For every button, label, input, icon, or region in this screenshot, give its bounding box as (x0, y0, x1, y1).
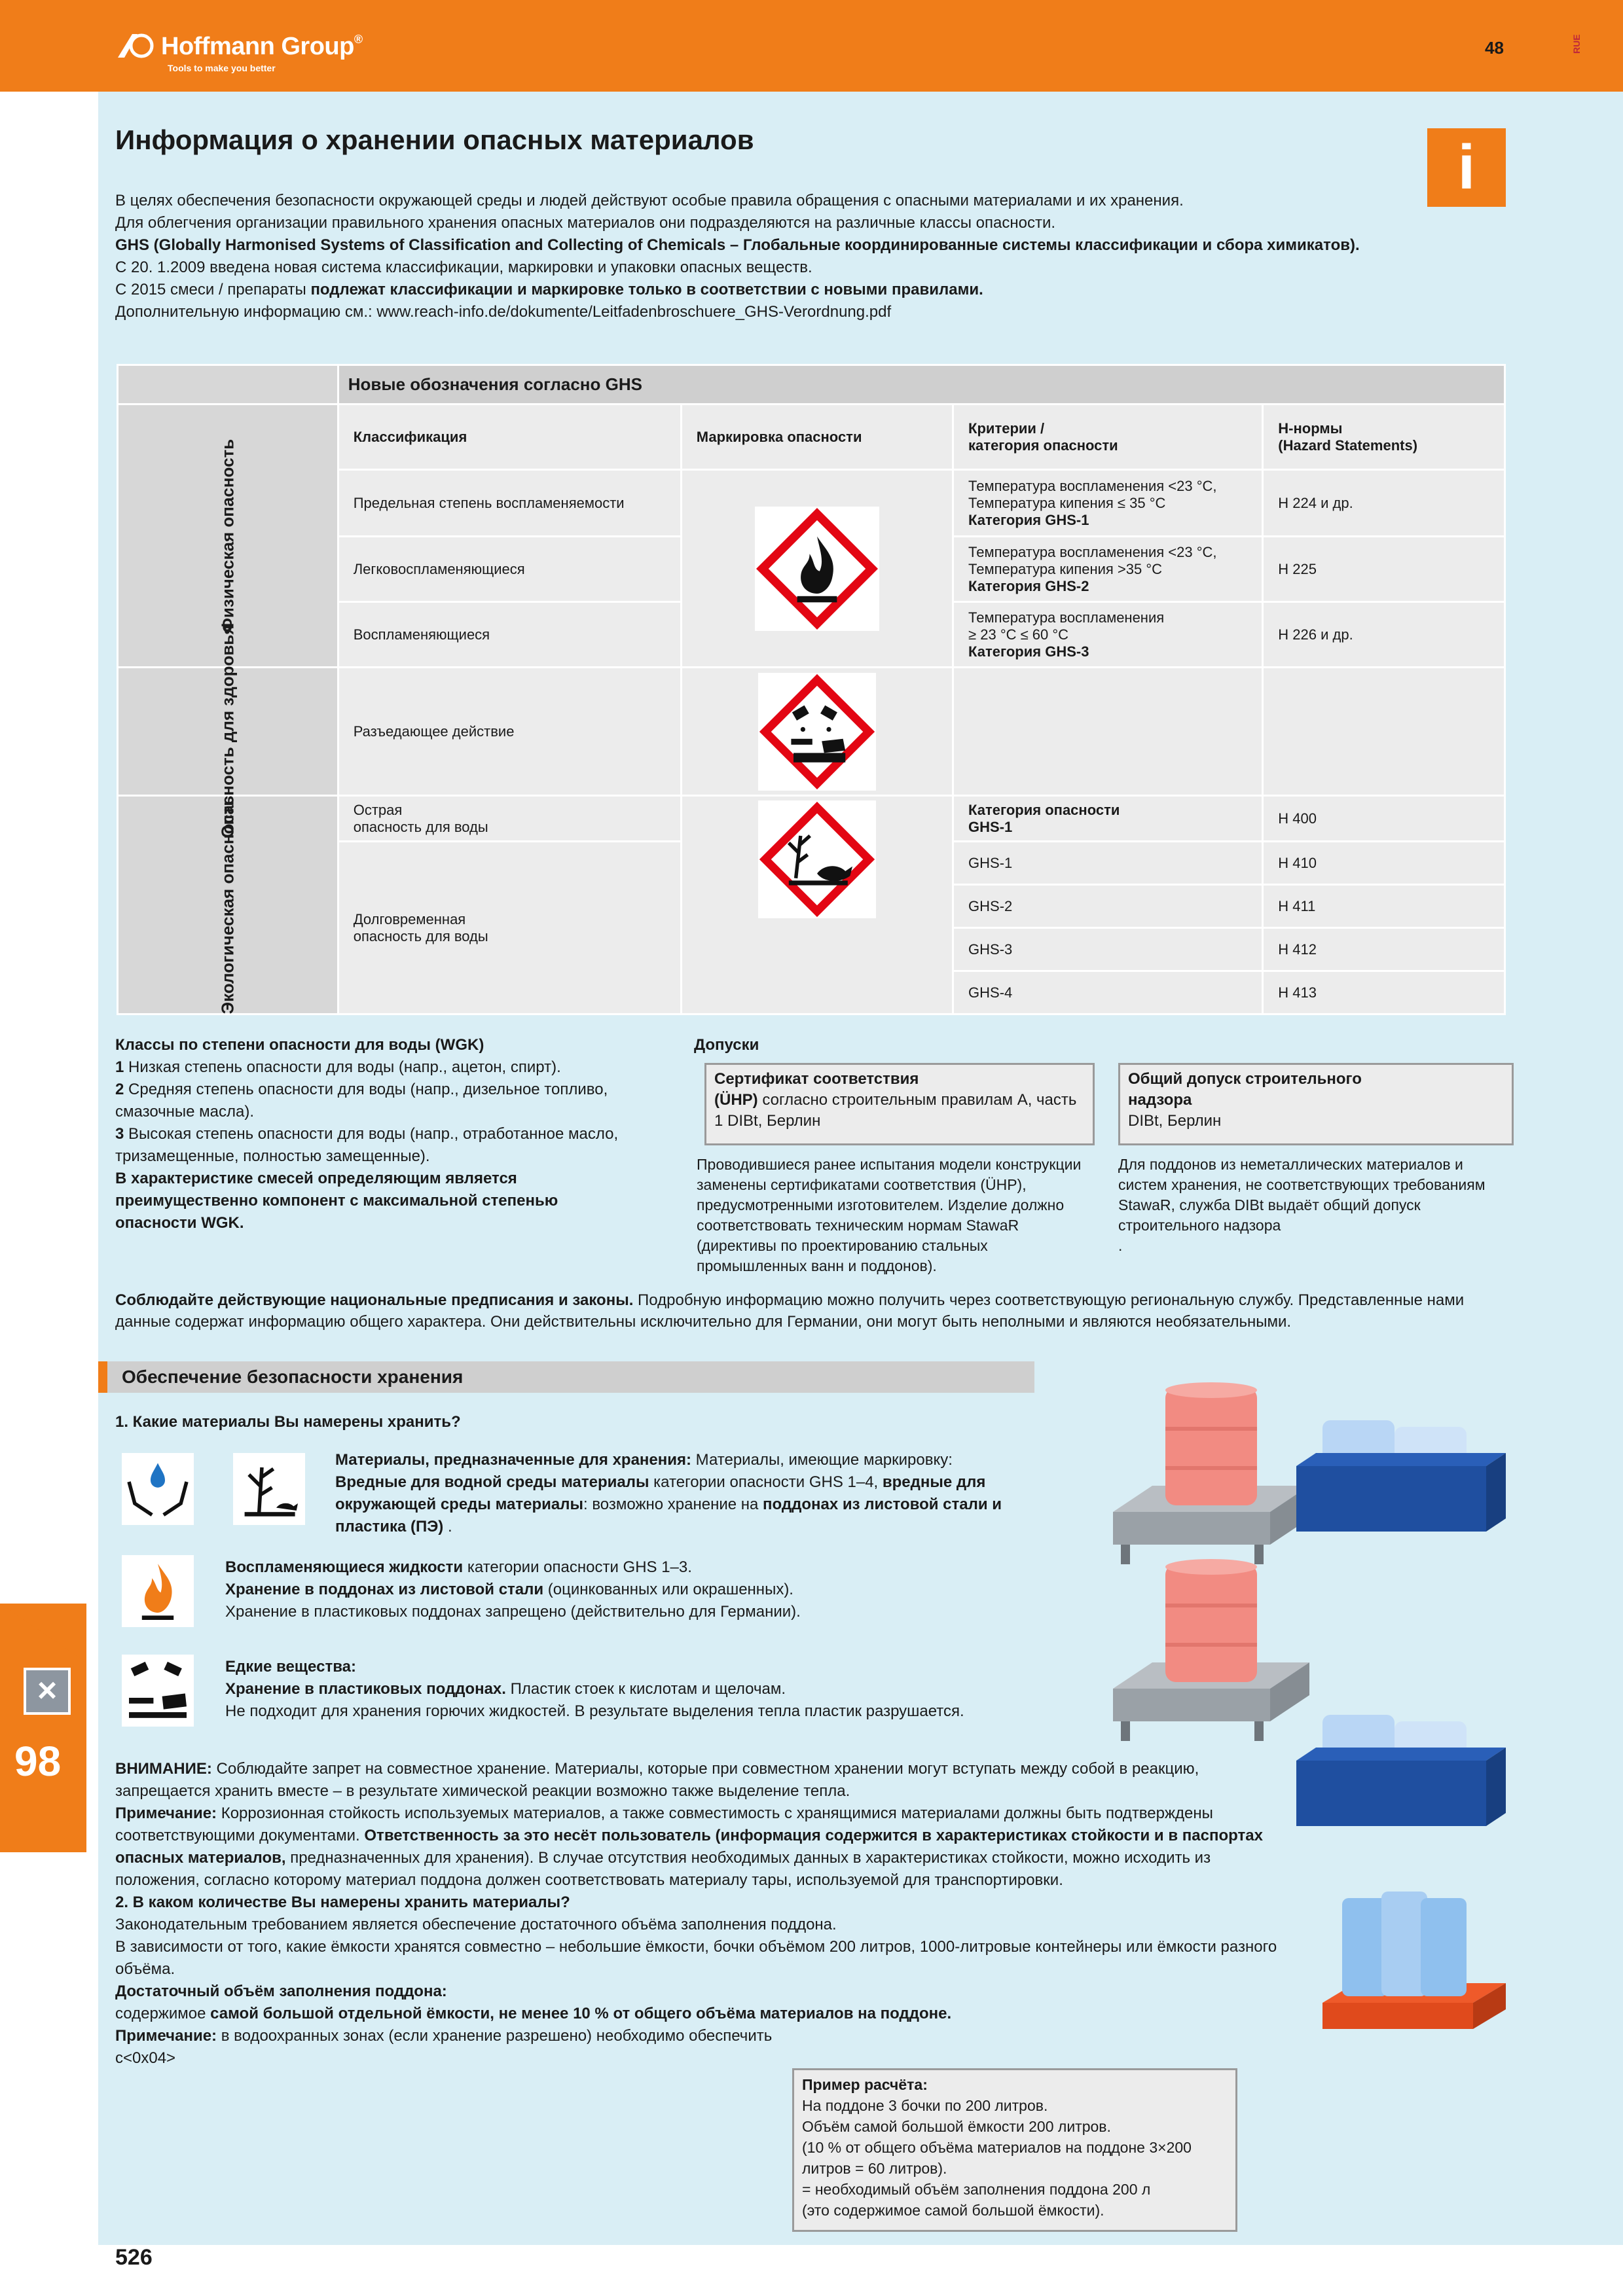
table-row: Воспламеняющиеся Температура воспламенения ≥ 23 °C ≤ 60 °C Категория GHS-3 H 226 и др. (118, 602, 1505, 668)
page-title: Информация о хранении опасных материалов (115, 124, 754, 155)
section-title: Обеспечение безопасности хранения (122, 1367, 464, 1387)
intro-line: GHS (Globally Harmonised Systems of Classification and Collecting of Chemicals – Глобальные координированные системы классификации и сбора химикатов). (115, 236, 1360, 254)
material-group-2: Воспламеняющиеся жидкости категории опасности GHS 1–3. Хранение в поддонах из листовой стали (оцинкованных или окрашенных). Хранение в пластиковых поддонах запрещено (действительно для Германии). (225, 1558, 801, 1621)
chapter-number: 98 (14, 1738, 62, 1785)
building-approval-box: Общий допуск строительного надзора DIBt, Берлин (1118, 1063, 1514, 1145)
material-group-1: Материалы, предназначенные для хранения: Материалы, имеющие маркировку: Вредные для водной среды материалы категории опасности GHS 1–4, вредные для окружающей среды материалы: возможно хранение на поддонах из листовой стали и пластика (ПЭ) . (335, 1451, 1002, 1535)
intro-line: С 2015 смеси / препараты подлежат классификации и маркировке только в соответствии с новыми правилами. (115, 281, 983, 298)
intro-line: В целях обеспечения безопасности окружающей среды и людей действуют особые правила обращения с опасными материалами и их хранения. (115, 192, 1184, 209)
list-item: 2 Средняя степень опасности для воды (напр., дизельное топливо, смазочные масла). (115, 1081, 608, 1121)
col-criteria: Критерии / категория опасности (953, 404, 1263, 470)
hoffmann-logo-icon (115, 31, 157, 60)
info-icon: i (1427, 128, 1506, 207)
wgk-note: В характеристике смесей определяющим является преимущественно компонент с максимальной степенью опасности WGK. (115, 1170, 558, 1232)
water-hands-icon (122, 1453, 194, 1525)
approvals-title: Допуски (694, 1036, 759, 1054)
cert-box: Сертификат соответствия (ÜHP) согласно строительным правилам А, часть 1 DIBt, Берлин (704, 1063, 1095, 1145)
warnings-block: ВНИМАНИЕ: Соблюдайте запрет на совместное хранение. Материалы, которые при совместном хранении могут вступать между собой в реакцию, запрещается хранить вместе – в результате химической реакции возможно также выделение тепла. Примечание: Коррозионная стойкость используемых материалов, а также совместимость с хранящимися материалами должны быть подтверждены соответствующими документами. Ответственность за это несёт пользователь (информация содержится в характеристиках стойкости и в паспортах опасных материалов, предназначенных для хранения). В случае отсутствия необходимых данных в характеристиках стойкости, можно исходить из положения, согласно которому материал поддона должен соответствовать материалу тары, используемой для транспортировки. 2. В каком количестве Вы намерены хранить материалы? Законодательным требованием является обеспечение достаточного объёма заполнения поддона. В зависимости от того, какие ёмкости хранятся совместно – небольшие ёмкости, бочки объёмом 200 литров, 1000-литровые контейнеры или ёмкости разного объёма. Достаточный объём заполнения поддона: содержимое самой большой отдельной ёмкости, не менее 10 % от общего объёма материалов на поддоне. Примечание: в водоохранных зонах (если хранение разрешено) необходимо обеспечить с<0x04> (115, 1760, 1277, 2067)
wgk-title: Классы по степени опасности для воды (WGK) (115, 1036, 484, 1054)
col-classification: Классификация (338, 404, 681, 470)
table-row: GHS-2 H 411 (118, 885, 1505, 928)
table-row: GHS-4 H 413 (118, 971, 1505, 1014)
cert-description: Проводившиеся ранее испытания модели конструкции заменены сертификатами соответствия (ÜHP), предусмотренными изготовителем. Изделие должно соответствовать техническим нормам StawaR (директивы по проектированию стальных промышленных ванн и поддонов). (697, 1156, 1082, 1274)
question-1: 1. Какие материалы Вы намерены хранить? (115, 1413, 461, 1431)
building-approval-description: Для поддонов из неметаллических материалов и систем хранения, не соответствующих требованиям StawaR, служба DIBt выдаёт общий допуск строительного надзора . (1118, 1156, 1486, 1254)
material-group-3: Едкие вещества: Хранение в пластиковых поддонах. Пластик стоек к кислотам и щелочам. Не подходит для хранения горючих жидкостей. В результате выделения тепла пластик разрушается. (225, 1658, 964, 1720)
table-row: Опасность для здоровья Разъедающее действие (118, 668, 1505, 796)
group-environmental: Экологическая опасность (118, 796, 338, 1014)
intro-text (115, 190, 1490, 323)
table-row: Легковоспламеняющиеся Температура воспламенения <23 °C, Температура кипения >35 °C Категория GHS-2 H 225 (118, 537, 1505, 602)
flame-pictogram-cell (681, 470, 953, 668)
ghs-table (117, 364, 1506, 1015)
corrosion-pictogram-icon (758, 673, 876, 791)
brand-name: Hoffmann Group® (161, 33, 363, 60)
plastic-tray-canisters-image (1290, 1414, 1512, 1545)
wgk-section (115, 1034, 678, 1234)
dead-tree-icon (233, 1453, 305, 1525)
table-row: Предельная степень воспламеняемости Температура воспламенения <23 °C, Температура кипения ≤ 35 °C Категория GHS-1 H 224 и др. (118, 470, 1505, 537)
section-bar (98, 1361, 1034, 1393)
intro-line: Дополнительную информацию см.: www.reach-info.de/dokumente/Leitfadenbroschuere_GHS-Verordnung.pdf (115, 303, 892, 321)
corrosion-pictogram-cell (681, 668, 953, 796)
col-hazard-marking: Маркировка опасности (681, 404, 953, 470)
close-icon: × (24, 1668, 71, 1715)
group-health: Опасность для здоровья (118, 668, 338, 796)
list-item: 3 Высокая степень опасности для воды (напр., отработанное масло, тризамещенные, полностью замещенные). (115, 1125, 619, 1165)
intro-line: С 20. 1.2009 введена новая система классификации, маркировки и упаковки опасных веществ. (115, 259, 812, 276)
footer-page-number: 526 (115, 2245, 153, 2270)
legal-notice: Соблюдайте действующие национальные предписания и законы. Подробную информацию можно получить через соответствующую региональную службу. Представленные нами данные содержат информацию общего характера. Они действительны исключительно для Германии, они могут быть неполными и являются необязательными. (115, 1291, 1465, 1331)
group-physical: Физическая опасность (118, 404, 338, 668)
brand-tagline: Tools to make you better (168, 63, 276, 73)
intro-line: Для облегчения организации правильного хранения опасных материалов они подразделяются на различные классы опасности. (115, 214, 1056, 232)
flame-icon (122, 1555, 194, 1627)
table-row: Экологическая опасность Острая опасность для воды Категория опасности GHS-1 H 400 (118, 796, 1505, 842)
steel-tray-single-drum-image-2 (1100, 1558, 1316, 1748)
list-item: 1 Низкая степень опасности для воды (напр., ацетон, спирт). (115, 1058, 561, 1076)
language-code: RUE (1571, 34, 1582, 54)
col-h-statements: H-нормы (Hazard Statements) (1263, 404, 1505, 470)
ghs-table-header: Новые обозначения согласно GHS (338, 365, 1504, 404)
steel-tray-three-drums-image (1316, 1885, 1512, 2049)
environment-pictogram-cell (681, 796, 953, 1014)
catalog-page-number: 48 (1485, 38, 1504, 58)
environment-pictogram-icon (758, 800, 876, 918)
plastic-tray-canisters-image-2 (1290, 1708, 1512, 1839)
table-row: Долговременная опасность для воды GHS-1 H 410 (118, 842, 1505, 885)
corrosion-icon (122, 1655, 194, 1727)
chapter-tab-shape (0, 1604, 86, 1852)
section-marker (98, 1361, 107, 1393)
flame-pictogram-icon (755, 507, 879, 631)
steel-tray-single-drum-image (1100, 1381, 1316, 1571)
calculation-example: Пример расчёта: На поддоне 3 бочки по 200 литров. Объём самой большой ёмкости 200 литров. (10 % от общего объёма материалов на поддоне 3×200 литров = 60 литров). = необходимый объём заполнения поддона 200 л (это содержимое самой большой ёмкости). (792, 2068, 1237, 2232)
table-row: GHS-3 H 412 (118, 928, 1505, 971)
